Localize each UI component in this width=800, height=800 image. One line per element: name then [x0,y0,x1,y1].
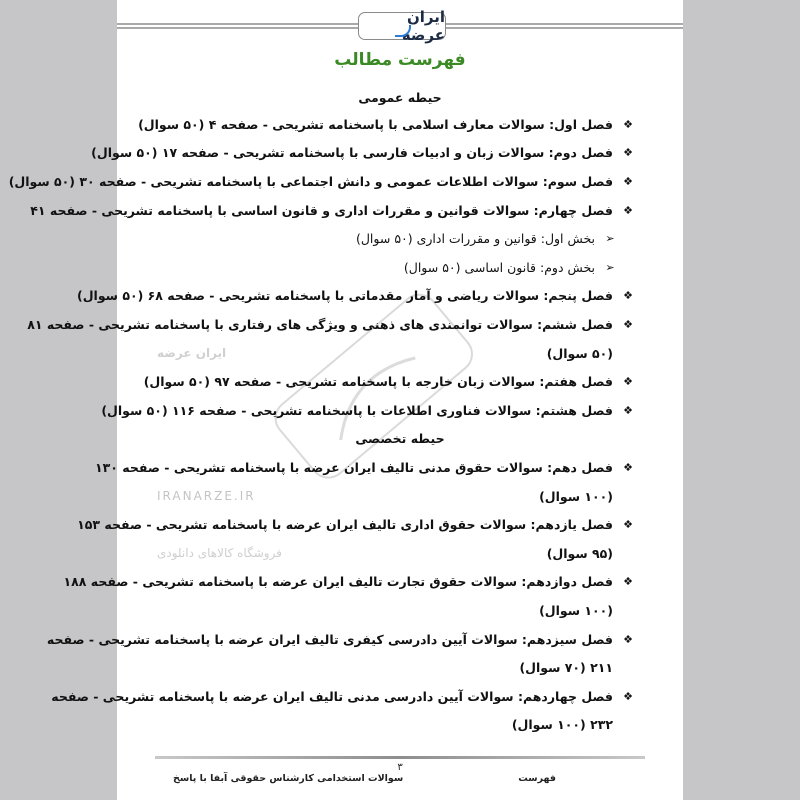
diamond-bullet-icon: ❖ [623,633,633,646]
footer-rule [155,756,645,759]
diamond-bullet-icon: ❖ [623,146,633,159]
toc-item-text: فصل دوازدهم: سوالات حقوق تجارت تالیف ایران عرضه با پاسخنامه تشریحی - صفحه ۱۸۸ [63,574,613,589]
toc-subitem[interactable] [356,231,616,246]
toc-item[interactable] [64,574,634,589]
toc-item-text: فصل پنجم: سوالات ریاضی و آمار مقدماتی با پاسخنامه تشریحی - صفحه ۶۸ (۵۰ سوال) [76,288,613,303]
document-page [8,0,683,800]
toc-item-continuation: ۲۱۱ (۷۰ سوال) [519,660,613,675]
toc-item-text: فصل چهاردهم: سوالات آیین دادرسی مدنی تالیف ایران عرضه با پاسخنامه تشریحی - صفحه [51,689,613,704]
diamond-bullet-icon: ❖ [623,204,633,217]
toc-item[interactable] [101,403,634,418]
toc-item-continuation: ۲۳۲ (۱۰۰ سوال) [511,717,613,732]
diamond-bullet-icon: ❖ [623,518,633,531]
toc-item[interactable] [77,288,634,303]
diamond-bullet-icon: ❖ [623,461,633,474]
toc-item-text: فصل ششم: سوالات توانمندی های ذهنی و ویژگی های رفتاری با پاسخنامه تشریحی - صفحه ۸۱ [27,317,613,332]
diamond-bullet-icon: ❖ [623,289,633,302]
toc-item-text: فصل دهم: سوالات حقوق مدنی تالیف ایران عرضه با پاسخنامه تشریحی - صفحه ۱۳۰ [95,460,613,475]
toc-subitem-text: بخش دوم: قانون اساسی (۵۰ سوال) [403,260,595,275]
watermark-logo-text: ایران عرضه [157,346,227,360]
toc-subitem-text: بخش اول: قوانین و مقررات اداری (۵۰ سوال) [355,231,595,246]
toc-item[interactable] [91,145,634,160]
toc-item-text: فصل چهارم: سوالات قوانین و مقررات اداری و قانون اساسی با پاسخنامه تشریحی - صفحه ۴۱ [30,203,613,218]
toc-item-text: فصل سیزدهم: سوالات آیین دادرسی کیفری تالیف ایران عرضه با پاسخنامه تشریحی - صفحه [46,632,613,647]
watermark-tagline: فروشگاه کالاهای دانلودی [157,546,282,560]
logo-text: ایران عرضه [401,8,445,44]
toc-item-continuation: (۱۰۰ سوال) [539,603,613,618]
toc-item-text: فصل اول: سوالات معارف اسلامی با پاسخنامه تشریحی - صفحه ۴ (۵۰ سوال) [138,117,613,132]
arrowhead-bullet-icon: ➢ [605,232,615,245]
toc-item-text: فصل سوم: سوالات اطلاعات عمومی و دانش اجتماعی با پاسخنامه تشریحی - صفحه ۳۰ (۵۰ سوال) [8,174,613,189]
diamond-bullet-icon: ❖ [623,175,633,188]
toc-item-text: فصل هشتم: سوالات فناوری اطلاعات با پاسخنامه تشریحی - صفحه ۱۱۶ (۵۰ سوال) [101,403,613,418]
watermark-site: IRANARZE.IR [157,489,256,503]
footer-section-label: فهرست [518,773,556,784]
toc-item[interactable] [30,203,634,218]
diamond-bullet-icon: ❖ [623,375,633,388]
watermark-swoosh [323,349,425,440]
diamond-bullet-icon: ❖ [623,118,633,131]
page-number: ۳ [397,762,403,773]
toc-item-text: فصل هفتم: سوالات زبان خارجه با پاسخنامه تشریحی - صفحه ۹۷ (۵۰ سوال) [143,374,613,389]
toc-item[interactable] [47,632,634,647]
toc-item-continuation: (۹۵ سوال) [546,546,613,561]
section-heading-specialized: حیطه تخصصی [355,431,445,446]
arrowhead-bullet-icon: ➢ [605,261,615,274]
header-rule-right [444,23,683,29]
diamond-bullet-icon: ❖ [623,575,633,588]
toc-item[interactable] [77,517,634,532]
toc-item[interactable] [27,317,634,332]
toc-item-continuation: (۵۰ سوال) [546,346,613,361]
header-rule-left [117,23,359,29]
section-heading-general: حیطه عمومی [358,90,442,105]
toc-item[interactable] [95,460,634,475]
diamond-bullet-icon: ❖ [623,404,633,417]
toc-item[interactable] [9,174,634,189]
diamond-bullet-icon: ❖ [623,690,633,703]
publisher-logo [358,8,446,44]
toc-item-text: فصل یازدهم: سوالات حقوق اداری تالیف ایران عرضه با پاسخنامه تشریحی - صفحه ۱۵۳ [77,517,613,532]
toc-item-text: فصل دوم: سوالات زبان و ادبیات فارسی با پاسخنامه تشریحی - صفحه ۱۷ (۵۰ سوال) [91,145,613,160]
toc-item[interactable] [138,117,634,132]
toc-item[interactable] [144,374,634,389]
page-title: فهرست مطالب [334,50,466,70]
toc-item-continuation: (۱۰۰ سوال) [539,489,613,504]
footer-book-title: سوالات استخدامی کارشناس حقوقی آبفا با پاسخ [173,773,404,784]
toc-item[interactable] [51,689,634,704]
toc-subitem[interactable] [404,260,616,275]
diamond-bullet-icon: ❖ [623,318,633,331]
